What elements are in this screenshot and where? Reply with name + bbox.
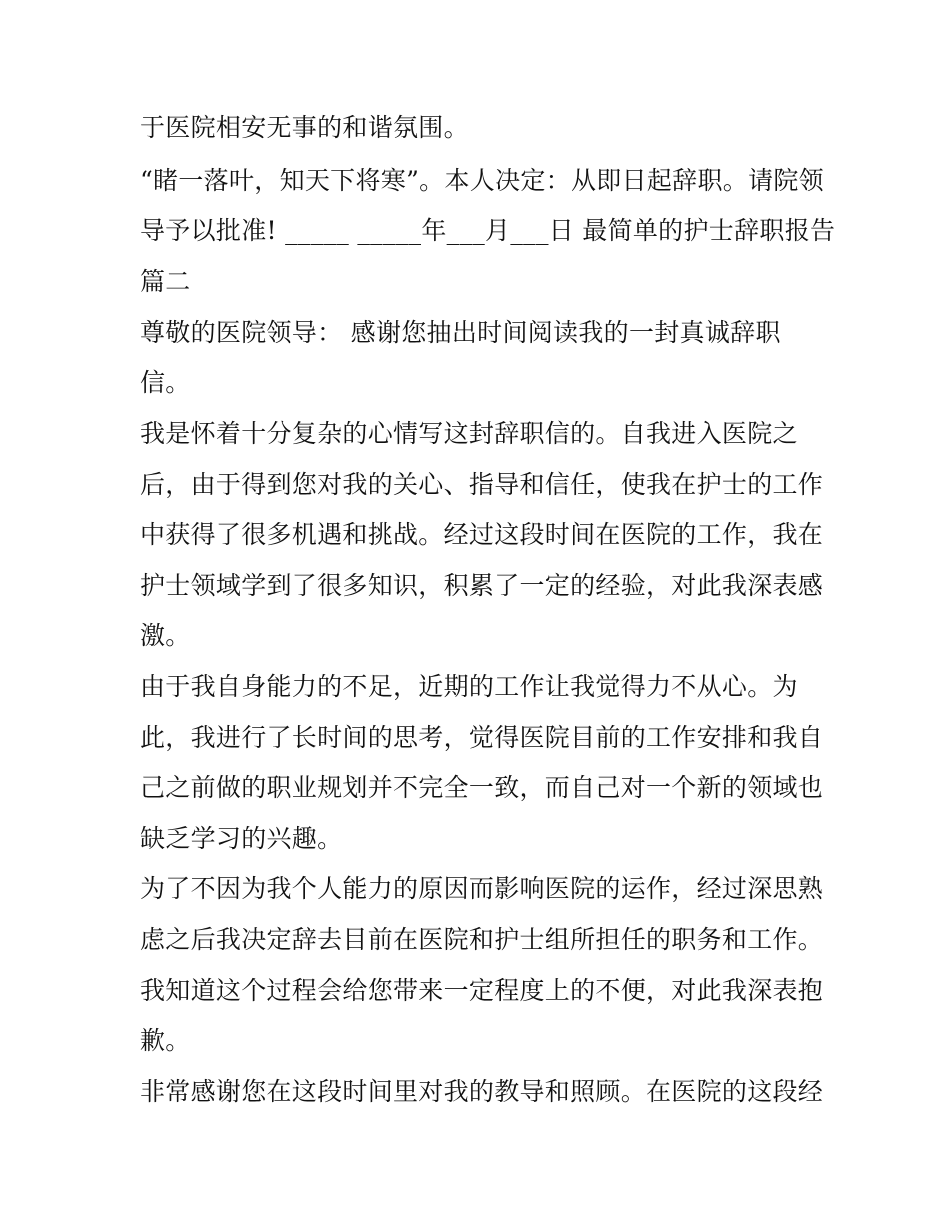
text-line: 由于我自身能力的不足，近期的工作让我觉得力不从心。为: [140, 672, 798, 701]
text-line: “睹一落叶，知天下将寒”。本人决定：从即日起辞职。请院领: [140, 166, 824, 195]
text-line: 非常感谢您在这段时间里对我的教导和照顾。在医院的这段经: [140, 1077, 824, 1106]
text-line: 此，我进行了长时间的思考，觉得医院目前的工作安排和我自: [140, 723, 824, 752]
text-line: 己之前做的职业规划并不完全一致，而自己对一个新的领域也: [140, 773, 824, 802]
text-line: 信。: [140, 368, 191, 397]
text-line: 为了不因为我个人能力的原因而影响医院的运作，经过深思熟: [140, 874, 824, 903]
text-line: 后，由于得到您对我的关心、指导和信任，使我在护士的工作: [140, 470, 824, 499]
text-line: 激。: [140, 621, 191, 650]
text-line: 导予以批准! _____ _____年___月___日 最简单的护士辞职报告: [140, 216, 836, 245]
text-line: 虑之后我决定辞去目前在医院和护士组所担任的职务和工作。: [140, 925, 824, 954]
text-line: 于医院相安无事的和谐氛围。: [140, 113, 469, 142]
text-line: 歉。: [140, 1026, 191, 1055]
text-line: 尊敬的医院领导： 感谢您抽出时间阅读我的一封真诚辞职: [140, 318, 781, 347]
text-line: 缺乏学习的兴趣。: [140, 824, 343, 853]
text-line: 我知道这个过程会给您带来一定程度上的不便，对此我深表抱: [140, 976, 824, 1005]
text-line: 中获得了很多机遇和挑战。经过这段时间在医院的工作，我在: [140, 520, 824, 549]
text-line: 我是怀着十分复杂的心情写这封辞职信的。自我进入医院之: [140, 419, 798, 448]
text-line: 篇二: [140, 267, 191, 296]
text-line: 护士领域学到了很多知识，积累了一定的经验，对此我深表感: [140, 571, 824, 600]
